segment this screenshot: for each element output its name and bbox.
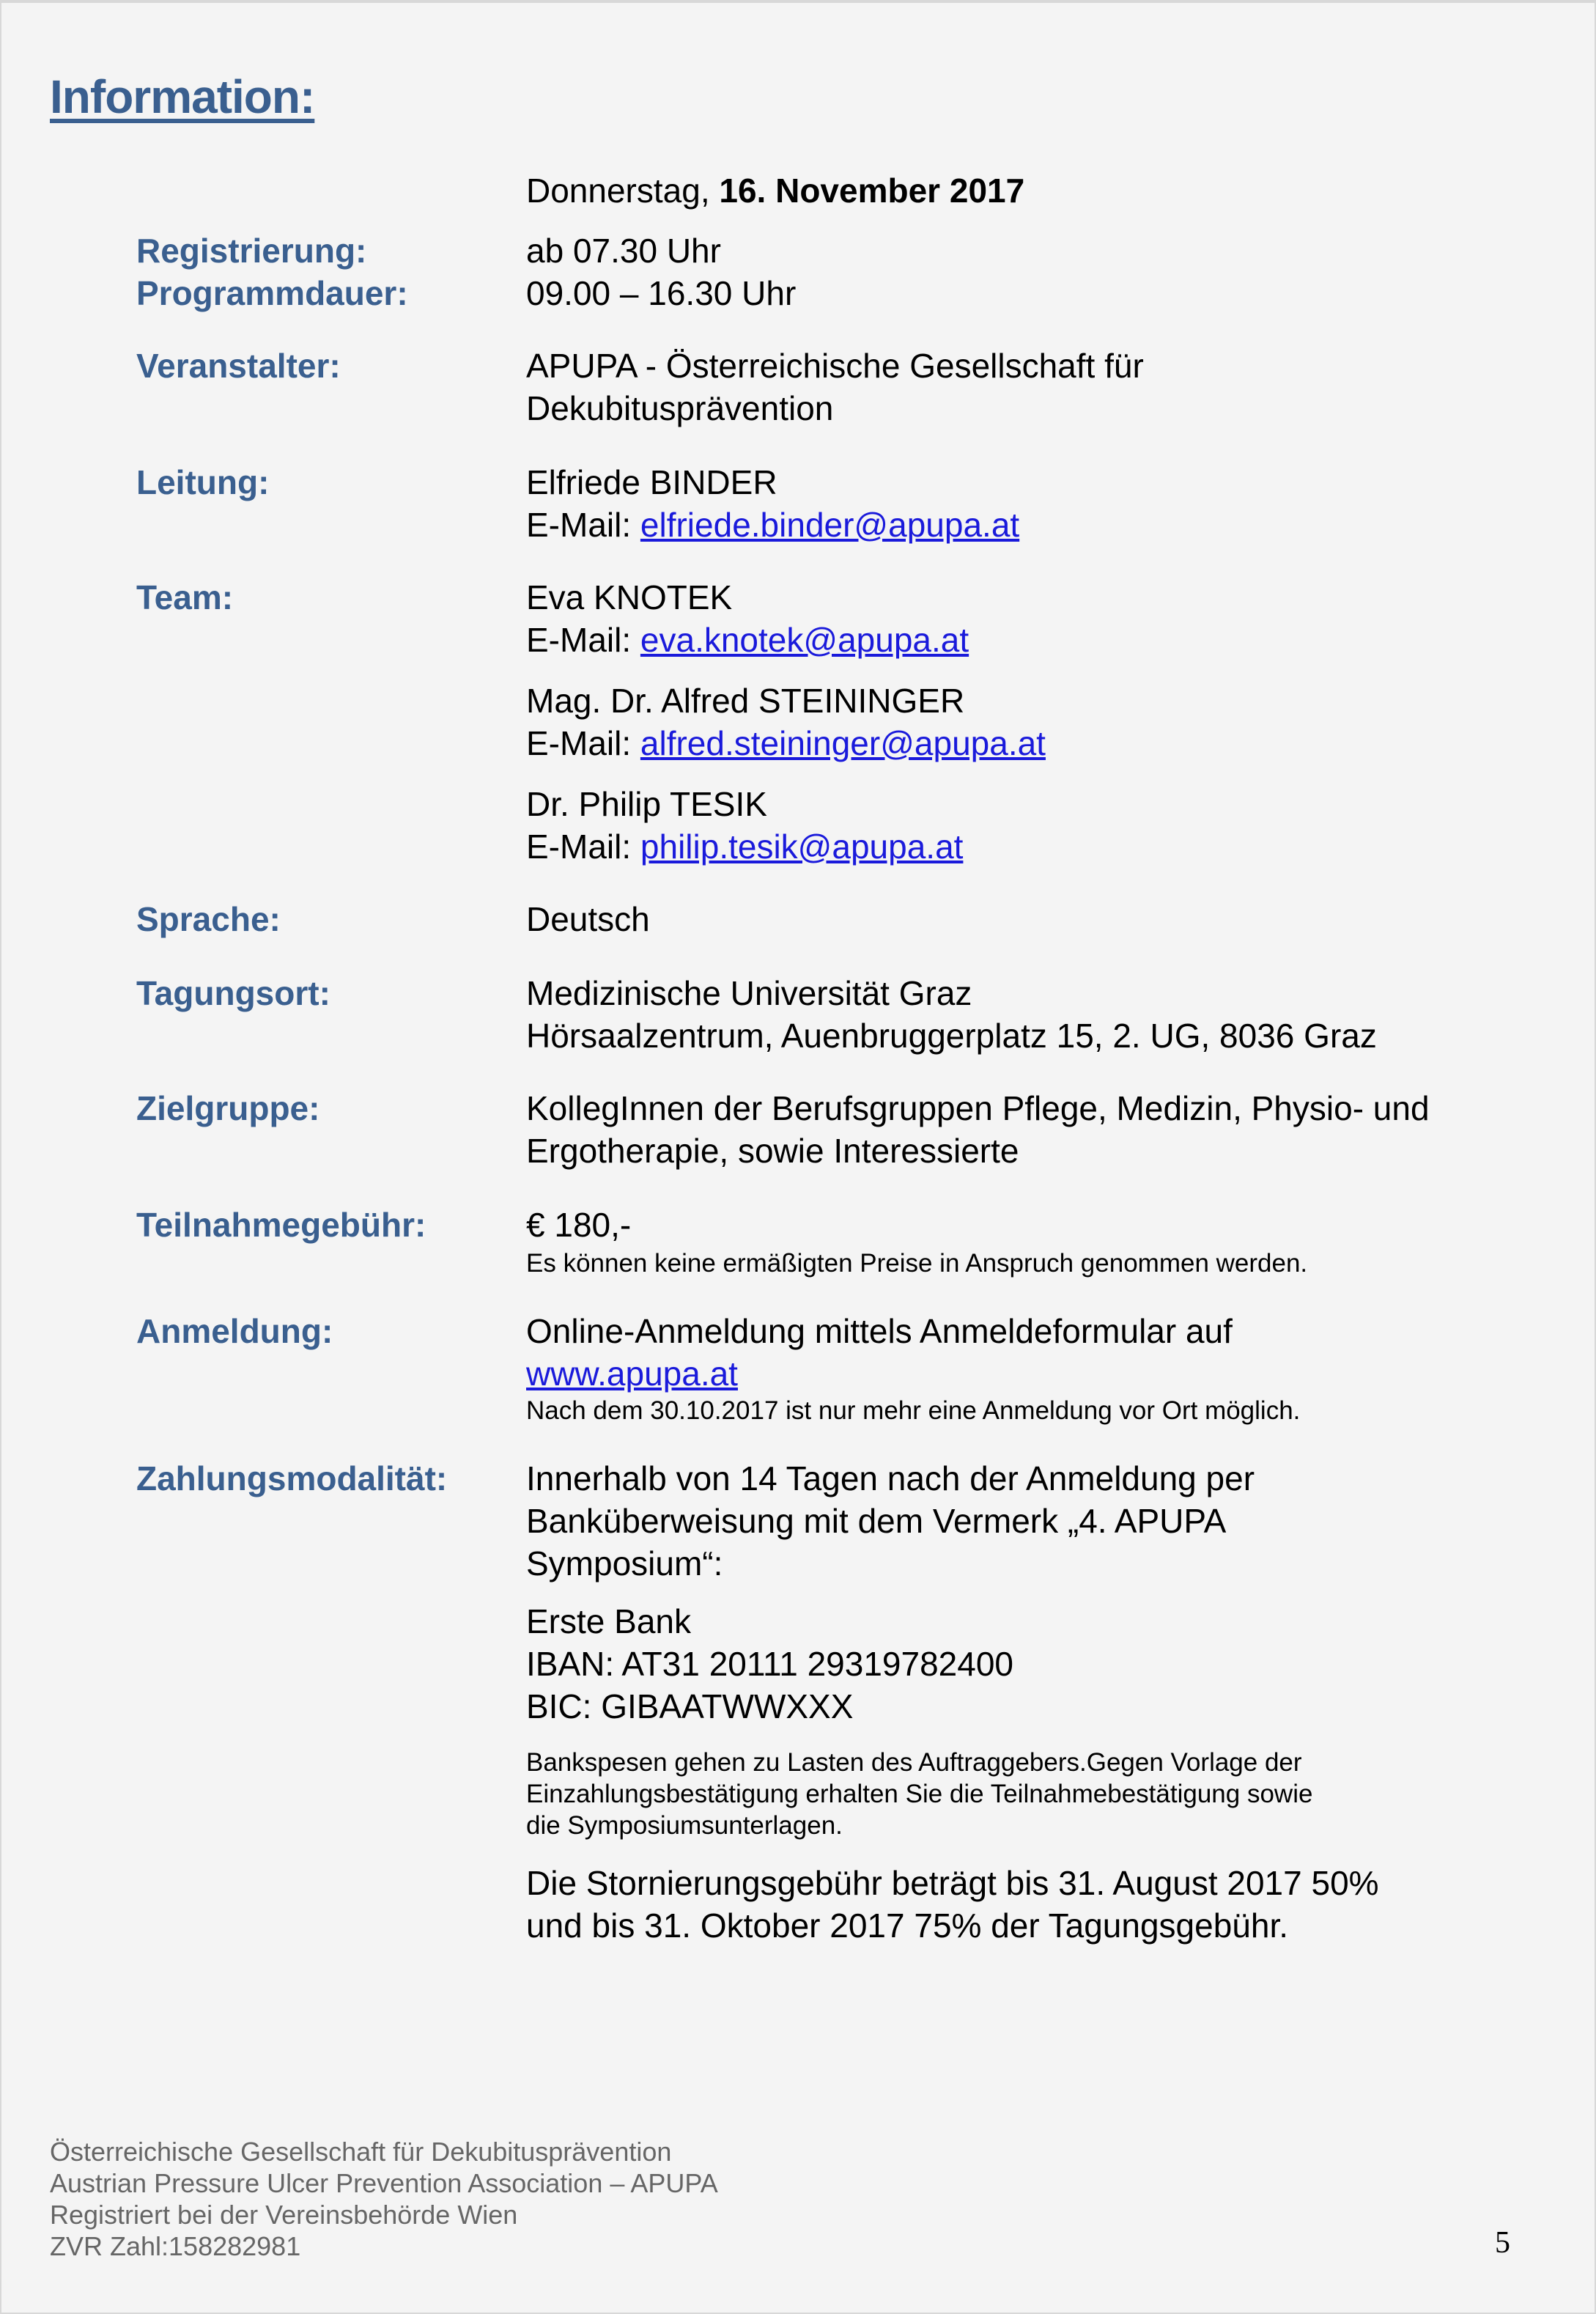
text-line: Dekubitusprävention bbox=[526, 389, 834, 427]
label-leitung: Leitung: bbox=[136, 463, 270, 501]
bank-notes bbox=[526, 1747, 1312, 1841]
value-sprache: Deutsch bbox=[526, 900, 650, 938]
page-title: Information: bbox=[50, 70, 315, 123]
email-prefix: E-Mail: bbox=[526, 828, 640, 866]
label-tagungsort: Tagungsort: bbox=[136, 974, 330, 1012]
value-programmdauer: 09.00 – 16.30 Uhr bbox=[526, 274, 797, 312]
value-tagungsort bbox=[526, 972, 1377, 1057]
label-zahlung: Zahlungsmodalität: bbox=[136, 1459, 448, 1497]
label-zielgruppe: Zielgruppe: bbox=[136, 1089, 320, 1127]
note-gebuehr: Es können keine ermäßigten Preise in Anspruch genommen werden. bbox=[526, 1249, 1308, 1278]
team-member bbox=[526, 783, 963, 868]
email-prefix: E-Mail: bbox=[526, 621, 640, 659]
person-name: Elfriede BINDER bbox=[526, 463, 777, 501]
email-link[interactable]: elfriede.binder@apupa.at bbox=[640, 506, 1020, 544]
text-line: KollegInnen der Berufsgruppen Pflege, Medizin, Physio- und bbox=[526, 1089, 1430, 1127]
person-name: Mag. Dr. Alfred STEININGER bbox=[526, 682, 965, 720]
value-leitung bbox=[526, 461, 1019, 546]
label-sprache: Sprache: bbox=[136, 900, 281, 938]
label-gebuehr: Teilnahmegebühr: bbox=[136, 1206, 426, 1244]
bank-name: Erste Bank bbox=[526, 1602, 691, 1640]
person-name: Eva KNOTEK bbox=[526, 578, 733, 616]
text-line: Die Stornierungsgebühr beträgt bis 31. August 2017 50% bbox=[526, 1864, 1379, 1902]
value-zielgruppe bbox=[526, 1087, 1430, 1172]
text-line: Ergotherapie, sowie Interessierte bbox=[526, 1132, 1019, 1170]
footer-line: ZVR Zahl:158282981 bbox=[50, 2231, 301, 2261]
text-line: Medizinische Universität Graz bbox=[526, 974, 972, 1012]
text-line: die Symposiumsunterlagen. bbox=[526, 1811, 843, 1840]
bic: BIC: GIBAATWWXXX bbox=[526, 1687, 854, 1725]
label-registrierung: Registrierung: bbox=[136, 232, 367, 270]
text-line: Innerhalb von 14 Tagen nach der Anmeldung per bbox=[526, 1459, 1255, 1497]
team-member bbox=[526, 679, 1046, 764]
value-veranstalter bbox=[526, 344, 1144, 430]
text-line: Einzahlungsbestätigung erhalten Sie die Teilnahmebestätigung sowie bbox=[526, 1780, 1313, 1808]
storno-info bbox=[526, 1862, 1379, 1947]
person-name: Dr. Philip TESIK bbox=[526, 785, 767, 823]
bank-details bbox=[526, 1600, 1013, 1728]
date-bold: 16. November 2017 bbox=[719, 172, 1025, 210]
text-line: Bankspesen gehen zu Lasten des Auftraggebers.Gegen Vorlage der bbox=[526, 1748, 1302, 1777]
footer-line: Registriert bei der Vereinsbehörde Wien bbox=[50, 2200, 518, 2230]
date-prefix: Donnerstag, bbox=[526, 172, 720, 210]
footer-line: Austrian Pressure Ulcer Prevention Association – APUPA bbox=[50, 2168, 718, 2198]
team-member bbox=[526, 576, 969, 661]
website-link[interactable]: www.apupa.at bbox=[526, 1355, 738, 1393]
email-prefix: E-Mail: bbox=[526, 724, 640, 762]
text-line: und bis 31. Oktober 2017 75% der Tagungsgebühr. bbox=[526, 1906, 1289, 1945]
footer-line: Österreichische Gesellschaft für Dekubitusprävention bbox=[50, 2137, 672, 2167]
text-line: Banküberweisung mit dem Vermerk „4. APUPA bbox=[526, 1502, 1227, 1540]
label-anmeldung: Anmeldung: bbox=[136, 1312, 333, 1350]
email-link[interactable]: alfred.steininger@apupa.at bbox=[640, 724, 1046, 762]
value-anmeldung bbox=[526, 1310, 1233, 1395]
footer bbox=[50, 2136, 718, 2262]
label-veranstalter: Veranstalter: bbox=[136, 347, 341, 385]
value-registrierung: ab 07.30 Uhr bbox=[526, 232, 721, 270]
iban: IBAN: AT31 20111 29319782400 bbox=[526, 1645, 1013, 1683]
value-gebuehr: € 180,- bbox=[526, 1206, 632, 1244]
text-line: APUPA - Österreichische Gesellschaft für bbox=[526, 347, 1144, 385]
label-programmdauer: Programmdauer: bbox=[136, 274, 408, 312]
email-link[interactable]: philip.tesik@apupa.at bbox=[640, 828, 964, 866]
note-anmeldung: Nach dem 30.10.2017 ist nur mehr eine Anmeldung vor Ort möglich. bbox=[526, 1396, 1301, 1425]
page-number: 5 bbox=[1495, 2226, 1510, 2260]
value-zahlung bbox=[526, 1457, 1255, 1585]
event-date bbox=[526, 169, 1024, 212]
email-prefix: E-Mail: bbox=[526, 506, 640, 544]
text-line: Online-Anmeldung mittels Anmeldeformular auf bbox=[526, 1312, 1233, 1350]
email-link[interactable]: eva.knotek@apupa.at bbox=[640, 621, 969, 659]
text-line: Hörsaalzentrum, Auenbruggerplatz 15, 2. UG, 8036 Graz bbox=[526, 1017, 1377, 1055]
text-line: Symposium“: bbox=[526, 1544, 723, 1582]
label-team: Team: bbox=[136, 578, 234, 616]
